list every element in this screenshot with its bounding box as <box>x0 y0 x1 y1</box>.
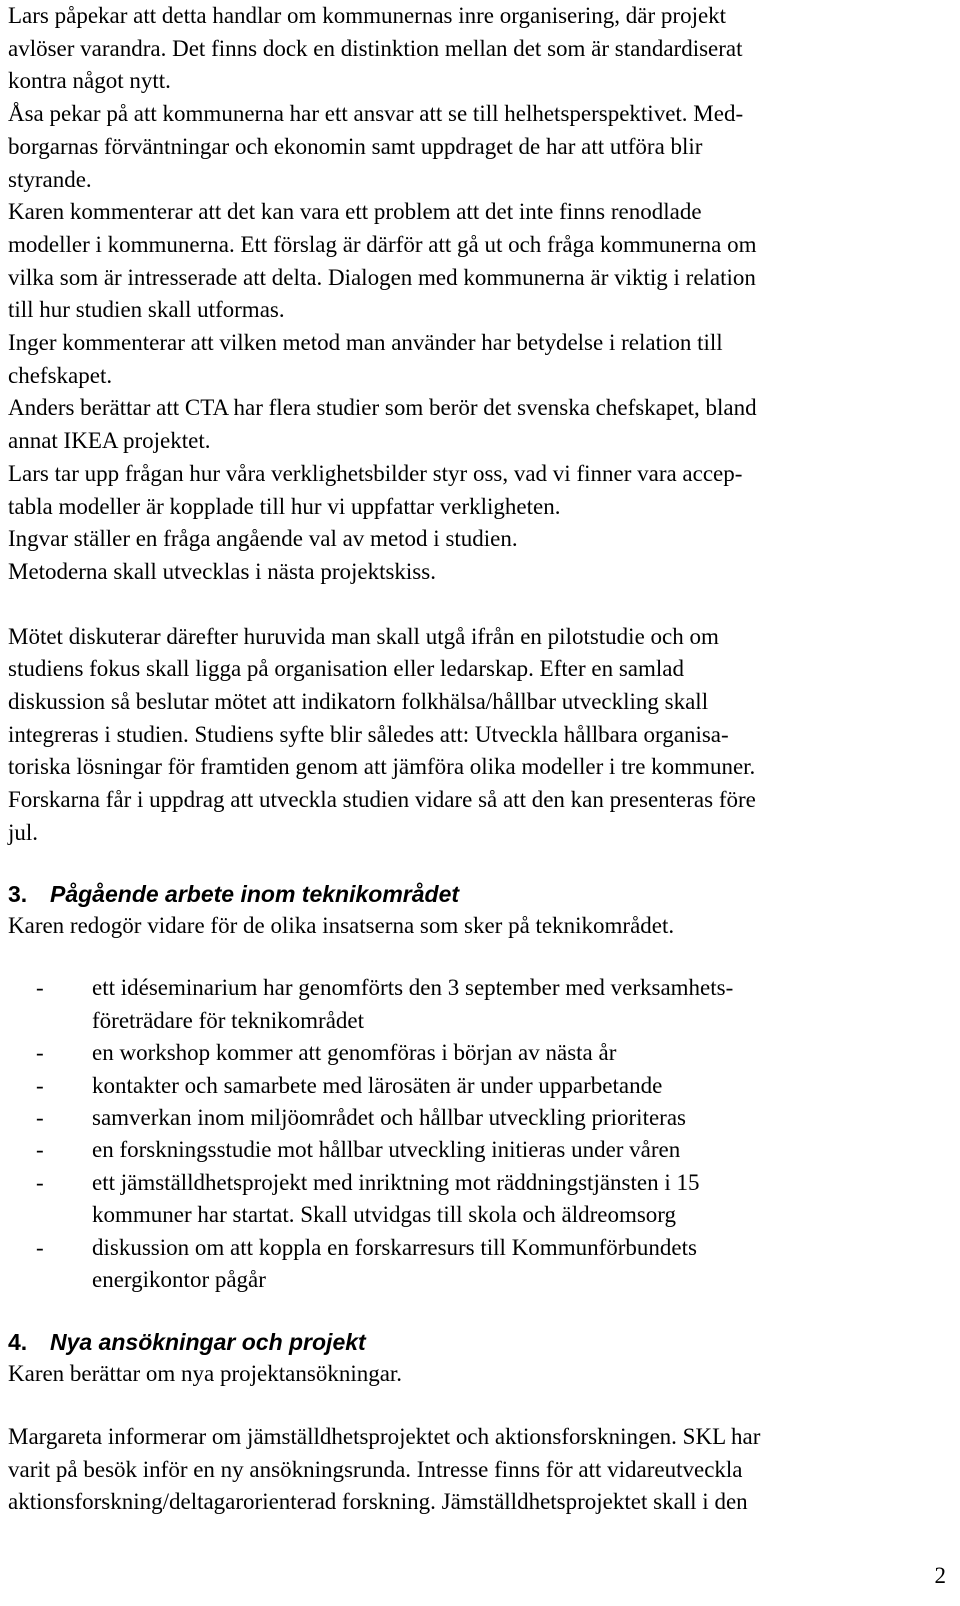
list-item <box>8 1102 952 1134</box>
section-heading-3 <box>8 878 952 910</box>
dash-bullet: - <box>36 1137 44 1163</box>
text-line: till hur studien skall utformas. <box>8 297 285 323</box>
text-line: Inger kommenterar att vilken metod man använder har betydelse i relation till <box>8 330 723 356</box>
text-line: aktionsforskning/deltagarorienterad forskning. Jämställdhetsprojektet skall i den <box>8 1489 748 1515</box>
list-item-continuation <box>8 1264 952 1296</box>
dash-bullet: - <box>36 1072 44 1098</box>
text-line: Karen kommenterar att det kan vara ett problem att det inte finns renodlade <box>8 199 702 225</box>
text-line: studiens fokus skall ligga på organisation eller ledarskap. Efter en samlad <box>8 656 684 682</box>
spacer <box>8 850 952 878</box>
spacer <box>8 942 952 972</box>
list-item <box>8 1232 952 1264</box>
list-item-text: kontakter och samarbete med lärosäten är under upparbetande <box>92 1072 663 1098</box>
text-line: avlöser varandra. Det finns dock en distinktion mellan det som är standardiserat <box>8 35 743 61</box>
dash-bullet: - <box>36 1234 44 1260</box>
list-item-continuation <box>8 1005 952 1037</box>
dash-bullet: - <box>36 1169 44 1195</box>
text-line: Forskarna får i uppdrag att utveckla studien vidare så att den kan presenteras före <box>8 787 756 813</box>
list-item-text: ett jämställdhetsprojekt med inriktning mot räddningstjänsten i 15 <box>92 1169 700 1195</box>
text-line: Lars påpekar att detta handlar om kommunernas inre organisering, där projekt <box>8 3 727 28</box>
list-item-text: ett idéseminarium har genomförts den 3 september med verksamhets- <box>92 975 734 1001</box>
dash-bullet: - <box>36 1104 44 1130</box>
section-number: 3. <box>8 880 28 907</box>
text-line: annat IKEA projektet. <box>8 428 211 454</box>
paragraph-decision <box>8 621 952 850</box>
list-item <box>8 1167 952 1199</box>
list-item-text: en forskningsstudie mot hållbar utveckling initieras under våren <box>92 1137 681 1163</box>
text-line: Margareta informerar om jämställdhetsprojektet och aktionsforskningen. SKL har <box>8 1424 761 1450</box>
section-number: 4. <box>8 1329 28 1356</box>
list-item-text: samverkan inom miljöområdet och hållbar utveckling prioriteras <box>92 1104 686 1130</box>
list-item <box>8 1134 952 1166</box>
text-line: jul. <box>8 819 39 845</box>
spacer <box>8 589 952 621</box>
list-item-continuation <box>8 1199 952 1231</box>
section-heading-4 <box>8 1326 952 1358</box>
text-line: chefskapet. <box>8 362 113 388</box>
page-number: 2 <box>934 1563 946 1588</box>
document-page <box>8 0 952 1519</box>
list-item-text: energikontor pågår <box>92 1266 266 1292</box>
text-line: Ingvar ställer en fråga angående val av metod i studien. <box>8 526 518 552</box>
section-title: Nya ansökningar och projekt <box>50 1329 366 1356</box>
dash-bullet: - <box>36 1040 44 1066</box>
text-line: styrande. <box>8 166 92 192</box>
text-line: diskussion så beslutar mötet att indikatorn folkhälsa/hållbar utveckling skall <box>8 689 709 715</box>
spacer <box>8 1391 952 1421</box>
section-intro: Karen berättar om nya projektansökningar. <box>8 1361 403 1387</box>
list-item-text: diskussion om att koppla en forskarresurs till Kommunförbundets <box>92 1234 697 1260</box>
text-line: toriska lösningar för framtiden genom att jämföra olika modeller i tre kommuner. <box>8 754 756 780</box>
text-line: Mötet diskuterar därefter huruvida man skall utgå ifrån en pilotstudie och om <box>8 623 719 649</box>
paragraph-discussion <box>8 0 952 589</box>
list-item-text: företrädare för teknikområdet <box>92 1007 365 1033</box>
text-line: Lars tar upp frågan hur våra verklighetsbilder styr oss, vad vi finner vara accep- <box>8 460 743 486</box>
text-line: tabla modeller är kopplade till hur vi uppfattar verkligheten. <box>8 493 561 519</box>
list-item-text: kommuner har startat. Skall utvidgas till skola och äldreomsorg <box>92 1202 677 1228</box>
text-line: vilka som är intresserade att delta. Dialogen med kommunerna är viktig i relation <box>8 264 756 290</box>
text-line: integreras i studien. Studiens syfte blir således att: Utveckla hållbara organisa- <box>8 721 729 747</box>
text-line: Anders berättar att CTA har flera studier som berör det svenska chefskapet, bland <box>8 395 757 421</box>
text-line: Åsa pekar på att kommunerna har ett ansvar att se till helhetsperspektivet. Med- <box>8 101 744 127</box>
list-item <box>8 1037 952 1069</box>
text-line: varit på besök inför en ny ansökningsrunda. Intresse finns för att vidareutveckla <box>8 1456 743 1482</box>
spacer <box>8 1296 952 1326</box>
text-line: kontra något nytt. <box>8 68 171 94</box>
list-item <box>8 1070 952 1102</box>
section-intro: Karen redogör vidare för de olika insatserna som sker på teknikområdet. <box>8 912 675 938</box>
dash-bullet: - <box>36 975 44 1001</box>
list-item-text: en workshop kommer att genomföras i början av nästa år <box>92 1040 617 1066</box>
bullet-list <box>8 972 952 1296</box>
text-line: borgarnas förväntningar och ekonomin samt uppdraget de har att utföra blir <box>8 133 703 159</box>
section-title: Pågående arbete inom teknikområdet <box>50 880 460 907</box>
paragraph-margareta <box>8 1421 952 1519</box>
text-line: modeller i kommunerna. Ett förslag är därför att gå ut och fråga kommunerna om <box>8 231 757 257</box>
text-line: Metoderna skall utvecklas i nästa projektskiss. <box>8 558 436 584</box>
list-item <box>8 972 952 1004</box>
